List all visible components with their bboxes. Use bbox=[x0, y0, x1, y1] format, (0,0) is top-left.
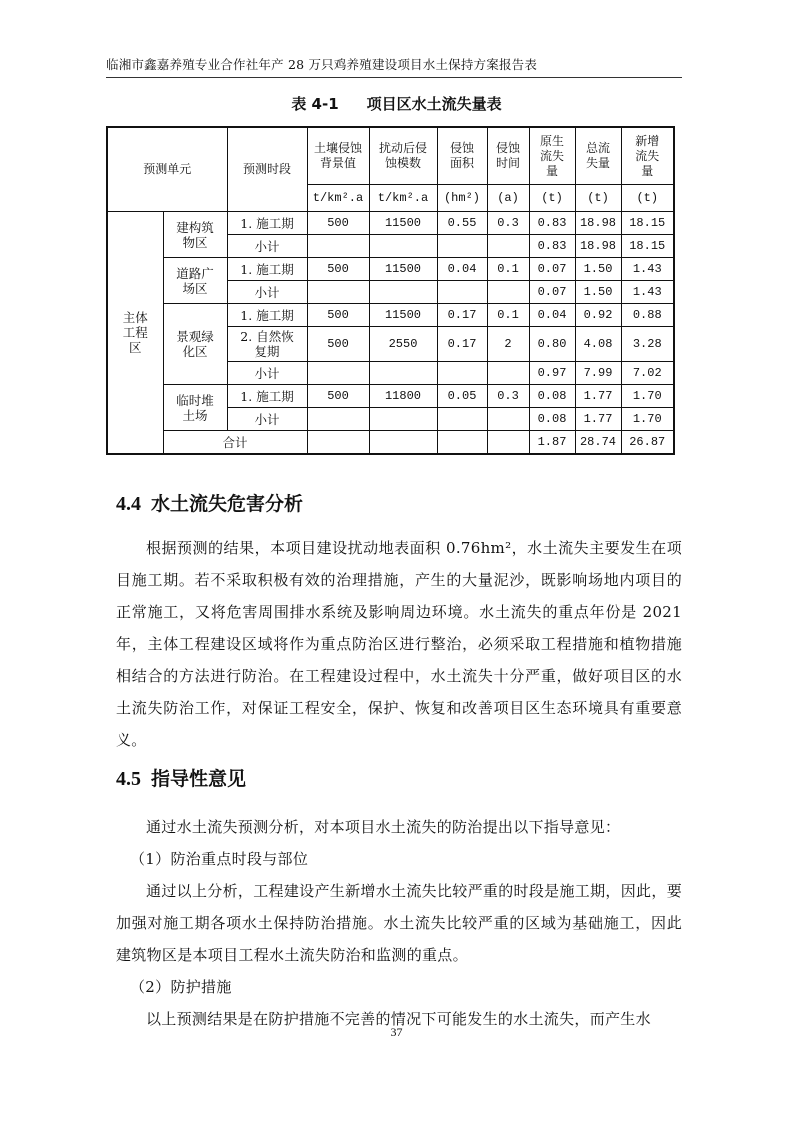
cell-orig: 0.83 bbox=[529, 212, 575, 235]
section-number: 4.5 bbox=[116, 768, 141, 790]
header-unit: 预测单元 bbox=[107, 127, 227, 212]
cell-new: 18.15 bbox=[621, 212, 674, 235]
table-row bbox=[107, 258, 674, 281]
cell-orig: 0.07 bbox=[529, 281, 575, 304]
cell-time: 2 bbox=[487, 327, 529, 362]
header-time: 侵蚀时间 bbox=[487, 127, 529, 185]
cell-bg: 500 bbox=[307, 304, 369, 327]
group-label: 主体工程区 bbox=[107, 212, 163, 455]
cell-total: 1.77 bbox=[575, 385, 621, 408]
zone-name: 道路广场区 bbox=[163, 258, 227, 304]
zone-name: 建构筑物区 bbox=[163, 212, 227, 258]
cell-period: 1. 施工期 bbox=[227, 385, 307, 408]
cell-total: 28.74 bbox=[575, 431, 621, 455]
cell-bg bbox=[307, 281, 369, 304]
cell-bg bbox=[307, 235, 369, 258]
cell-area bbox=[437, 235, 487, 258]
cell-time bbox=[487, 431, 529, 455]
unit-bg-modulus: t/km².a bbox=[307, 185, 369, 212]
cell-new: 18.15 bbox=[621, 235, 674, 258]
cell-time: 0.3 bbox=[487, 385, 529, 408]
section-heading-4-5 bbox=[116, 764, 246, 791]
cell-bg: 500 bbox=[307, 258, 369, 281]
cell-dist bbox=[369, 281, 437, 304]
list-heading: （1）防治重点时段与部位 bbox=[130, 850, 309, 868]
cell-bg: 500 bbox=[307, 327, 369, 362]
cell-area bbox=[437, 281, 487, 304]
cell-new: 1.70 bbox=[621, 385, 674, 408]
cell-bg: 500 bbox=[307, 212, 369, 235]
cell-bg bbox=[307, 362, 369, 385]
cell-new: 0.88 bbox=[621, 304, 674, 327]
cell-total: 7.99 bbox=[575, 362, 621, 385]
cell-time: 0.3 bbox=[487, 212, 529, 235]
cell-dist bbox=[369, 408, 437, 431]
paragraph: 以上预测结果是在防护措施不完善的情况下可能发生的水土流失，而产生水 bbox=[146, 1010, 651, 1028]
cell-period: 小计 bbox=[227, 408, 307, 431]
header-area: 侵蚀面积 bbox=[437, 127, 487, 185]
cell-orig: 1.87 bbox=[529, 431, 575, 455]
header-dist-modulus: 扰动后侵蚀模数 bbox=[369, 127, 437, 185]
cell-bg bbox=[307, 408, 369, 431]
cell-area: 0.04 bbox=[437, 258, 487, 281]
cell-period: 1. 施工期 bbox=[227, 258, 307, 281]
section-number: 4.4 bbox=[116, 493, 141, 515]
cell-new: 3.28 bbox=[621, 327, 674, 362]
cell-time bbox=[487, 281, 529, 304]
cell-dist: 11800 bbox=[369, 385, 437, 408]
cell-period: 小计 bbox=[227, 281, 307, 304]
page-number: 37 bbox=[390, 1025, 403, 1039]
unit-total-loss: (t) bbox=[575, 185, 621, 212]
table-caption-title: 项目区水土流失量表 bbox=[366, 95, 502, 113]
cell-area: 0.17 bbox=[437, 304, 487, 327]
section-title: 水土流失危害分析 bbox=[151, 493, 304, 515]
list-heading: （2）防护措施 bbox=[130, 978, 232, 996]
cell-total: 1.50 bbox=[575, 258, 621, 281]
cell-total: 4.08 bbox=[575, 327, 621, 362]
cell-time bbox=[487, 235, 529, 258]
cell-period: 小计 bbox=[227, 362, 307, 385]
cell-area: 0.55 bbox=[437, 212, 487, 235]
cell-area bbox=[437, 408, 487, 431]
zone-name: 临时堆土场 bbox=[163, 385, 227, 431]
cell-total: 1.77 bbox=[575, 408, 621, 431]
cell-time: 0.1 bbox=[487, 258, 529, 281]
cell-time bbox=[487, 408, 529, 431]
cell-area bbox=[437, 362, 487, 385]
table-caption-number: 表 4-1 bbox=[291, 95, 339, 113]
section-title: 指导性意见 bbox=[151, 768, 247, 790]
cell-dist: 11500 bbox=[369, 258, 437, 281]
cell-new: 7.02 bbox=[621, 362, 674, 385]
header-bg-modulus: 土壤侵蚀背景值 bbox=[307, 127, 369, 185]
cell-area: 0.17 bbox=[437, 327, 487, 362]
cell-new: 26.87 bbox=[621, 431, 674, 455]
cell-dist: 11500 bbox=[369, 304, 437, 327]
cell-bg: 500 bbox=[307, 385, 369, 408]
paragraph: 通过以上分析，工程建设产生新增水土流失比较严重的时段是施工期，因此，要加强对施工期各项水土保持防治措施。水土流失比较严重的区域为基础施工，因此建筑物区是本项目工程水土流失防治和监测的重点。 bbox=[116, 882, 682, 964]
table-total-row bbox=[107, 431, 674, 455]
cell-orig: 0.97 bbox=[529, 362, 575, 385]
cell-time: 0.1 bbox=[487, 304, 529, 327]
soil-loss-table bbox=[106, 126, 675, 455]
cell-area: 0.05 bbox=[437, 385, 487, 408]
cell-dist bbox=[369, 362, 437, 385]
cell-new: 1.43 bbox=[621, 281, 674, 304]
cell-dist bbox=[369, 431, 437, 455]
cell-period: 1. 施工期 bbox=[227, 212, 307, 235]
header-new-loss: 新增流失量 bbox=[621, 127, 674, 185]
cell-area bbox=[437, 431, 487, 455]
cell-time bbox=[487, 362, 529, 385]
cell-period: 小计 bbox=[227, 235, 307, 258]
cell-orig: 0.83 bbox=[529, 235, 575, 258]
table-row bbox=[107, 385, 674, 408]
unit-dist-modulus: t/km².a bbox=[369, 185, 437, 212]
cell-orig: 0.08 bbox=[529, 385, 575, 408]
cell-dist: 2550 bbox=[369, 327, 437, 362]
cell-orig: 0.07 bbox=[529, 258, 575, 281]
cell-dist: 11500 bbox=[369, 212, 437, 235]
unit-orig-loss: (t) bbox=[529, 185, 575, 212]
cell-total: 0.92 bbox=[575, 304, 621, 327]
cell-orig: 0.80 bbox=[529, 327, 575, 362]
cell-bg bbox=[307, 431, 369, 455]
cell-orig: 0.04 bbox=[529, 304, 575, 327]
running-header: 临湘市鑫嘉养殖专业合作社年产 28 万只鸡养殖建设项目水土保持方案报告表 bbox=[106, 55, 682, 78]
zone-name: 景观绿化区 bbox=[163, 304, 227, 385]
cell-total: 18.98 bbox=[575, 235, 621, 258]
table-row bbox=[107, 304, 674, 327]
paragraph: 根据预测的结果，本项目建设扰动地表面积 0.76hm²，水土流失主要发生在项目施工期。若不采取积极有效的治理措施，产生的大量泥沙，既影响场地内项目的正常施工，又将危害周围排水系统及影响周边环境。水土流失的重点年份是 2021 年，主体工程建设区域将作为重点防治区进行整治，必须采取工程措施和植物措施相结合的方法进行防治。在工程建设过程中，水土流失十分严重，做好项目区的水土流失防治工作，对保证工程安全，保护、恢复和改善项目区生态环境具有重要意义。 bbox=[116, 539, 682, 749]
unit-area: (hm²) bbox=[437, 185, 487, 212]
unit-new-loss: (t) bbox=[621, 185, 674, 212]
cell-period: 2. 自然恢复期 bbox=[227, 327, 307, 362]
cell-total: 18.98 bbox=[575, 212, 621, 235]
cell-orig: 0.08 bbox=[529, 408, 575, 431]
cell-total-label: 合计 bbox=[163, 431, 307, 455]
cell-period: 1. 施工期 bbox=[227, 304, 307, 327]
header-period: 预测时段 bbox=[227, 127, 307, 212]
cell-dist bbox=[369, 235, 437, 258]
cell-new: 1.70 bbox=[621, 408, 674, 431]
paragraph: 通过水土流失预测分析，对本项目水土流失的防治提出以下指导意见： bbox=[146, 818, 621, 836]
cell-new: 1.43 bbox=[621, 258, 674, 281]
table-caption bbox=[0, 93, 793, 114]
unit-time: (a) bbox=[487, 185, 529, 212]
table-row bbox=[107, 212, 674, 235]
header-orig-loss: 原生流失量 bbox=[529, 127, 575, 185]
header-row bbox=[107, 127, 674, 185]
cell-total: 1.50 bbox=[575, 281, 621, 304]
section-heading-4-4 bbox=[116, 489, 303, 516]
header-total-loss: 总流失量 bbox=[575, 127, 621, 185]
